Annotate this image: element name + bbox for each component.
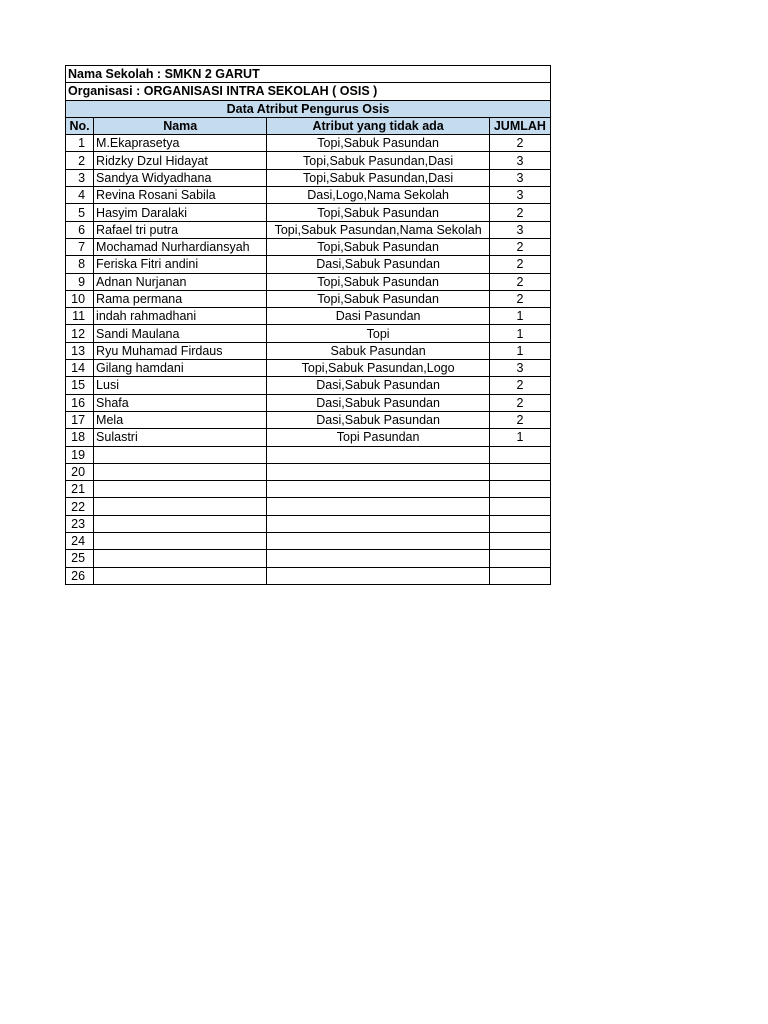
column-header-row	[66, 117, 551, 134]
cell-nama[interactable]	[94, 481, 267, 498]
cell-nama[interactable]	[94, 515, 267, 532]
table-row	[66, 152, 551, 169]
cell-atribut[interactable]: Dasi,Sabuk Pasundan	[267, 377, 489, 394]
cell-jumlah[interactable]: 1	[489, 325, 550, 342]
cell-atribut[interactable]	[267, 481, 489, 498]
table-row	[66, 498, 551, 515]
cell-no[interactable]: 26	[66, 567, 94, 584]
table-body	[66, 135, 551, 585]
table-row	[66, 411, 551, 428]
table-title-cell[interactable]: Data Atribut Pengurus Osis	[66, 100, 551, 117]
cell-no[interactable]: 20	[66, 463, 94, 480]
cell-nama[interactable]: Hasyim Daralaki	[94, 204, 267, 221]
table-row	[66, 550, 551, 567]
cell-no[interactable]: 17	[66, 411, 94, 428]
school-row	[66, 66, 551, 83]
table-row	[66, 481, 551, 498]
cell-atribut[interactable]	[267, 533, 489, 550]
cell-nama[interactable]: Shafa	[94, 394, 267, 411]
table-row	[66, 273, 551, 290]
column-header-nama[interactable]: Nama	[94, 117, 267, 134]
cell-nama[interactable]	[94, 550, 267, 567]
cell-jumlah[interactable]: 2	[489, 135, 550, 152]
table-row	[66, 515, 551, 532]
cell-atribut[interactable]: Topi,Sabuk Pasundan,Dasi	[267, 152, 489, 169]
cell-no[interactable]: 22	[66, 498, 94, 515]
cell-jumlah[interactable]	[489, 567, 550, 584]
column-header-jumlah[interactable]: JUMLAH	[489, 117, 550, 134]
cell-nama[interactable]: Ridzky Dzul Hidayat	[94, 152, 267, 169]
cell-no[interactable]: 8	[66, 256, 94, 273]
cell-jumlah[interactable]: 3	[489, 221, 550, 238]
cell-atribut[interactable]: Topi	[267, 325, 489, 342]
cell-nama[interactable]	[94, 567, 267, 584]
cell-atribut[interactable]	[267, 446, 489, 463]
cell-no[interactable]: 15	[66, 377, 94, 394]
cell-jumlah[interactable]: 2	[489, 204, 550, 221]
table-row	[66, 446, 551, 463]
cell-atribut[interactable]: Topi,Sabuk Pasundan	[267, 273, 489, 290]
cell-no[interactable]: 5	[66, 204, 94, 221]
table-row	[66, 135, 551, 152]
table-row	[66, 290, 551, 307]
cell-jumlah[interactable]: 2	[489, 238, 550, 255]
cell-nama[interactable]	[94, 533, 267, 550]
table-row	[66, 533, 551, 550]
cell-no[interactable]: 4	[66, 187, 94, 204]
cell-no[interactable]: 16	[66, 394, 94, 411]
cell-jumlah[interactable]	[489, 550, 550, 567]
table-row	[66, 377, 551, 394]
cell-jumlah[interactable]: 3	[489, 169, 550, 186]
cell-no[interactable]: 19	[66, 446, 94, 463]
cell-jumlah[interactable]	[489, 481, 550, 498]
cell-jumlah[interactable]: 2	[489, 290, 550, 307]
cell-atribut[interactable]: Topi Pasundan	[267, 429, 489, 446]
cell-jumlah[interactable]: 2	[489, 256, 550, 273]
table-row	[66, 169, 551, 186]
table-title-row	[66, 100, 551, 117]
cell-jumlah[interactable]: 2	[489, 377, 550, 394]
cell-atribut[interactable]	[267, 550, 489, 567]
cell-atribut[interactable]: Sabuk Pasundan	[267, 342, 489, 359]
table-row	[66, 221, 551, 238]
column-header-no[interactable]: No.	[66, 117, 94, 134]
table-row	[66, 394, 551, 411]
cell-nama[interactable]: Rafael tri putra	[94, 221, 267, 238]
cell-nama[interactable]: Mela	[94, 411, 267, 428]
cell-atribut[interactable]: Dasi,Sabuk Pasundan	[267, 411, 489, 428]
cell-atribut[interactable]	[267, 463, 489, 480]
column-header-atribut[interactable]: Atribut yang tidak ada	[267, 117, 489, 134]
cell-atribut[interactable]: Topi,Sabuk Pasundan	[267, 290, 489, 307]
cell-nama[interactable]: Ryu Muhamad Firdaus	[94, 342, 267, 359]
cell-nama[interactable]	[94, 446, 267, 463]
cell-jumlah[interactable]	[489, 463, 550, 480]
cell-nama[interactable]: Revina Rosani Sabila	[94, 187, 267, 204]
cell-nama[interactable]: Feriska Fitri andini	[94, 256, 267, 273]
cell-no[interactable]: 3	[66, 169, 94, 186]
cell-jumlah[interactable]: 2	[489, 411, 550, 428]
cell-atribut[interactable]: Dasi,Sabuk Pasundan	[267, 256, 489, 273]
cell-no[interactable]: 18	[66, 429, 94, 446]
cell-atribut[interactable]: Topi,Sabuk Pasundan	[267, 135, 489, 152]
cell-no[interactable]: 14	[66, 360, 94, 377]
table-row	[66, 325, 551, 342]
cell-atribut[interactable]: Topi,Sabuk Pasundan,Logo	[267, 360, 489, 377]
table-row	[66, 204, 551, 221]
table-row	[66, 308, 551, 325]
cell-nama[interactable]: Sulastri	[94, 429, 267, 446]
cell-atribut[interactable]: Topi,Sabuk Pasundan,Dasi	[267, 169, 489, 186]
cell-atribut[interactable]	[267, 567, 489, 584]
cell-no[interactable]: 25	[66, 550, 94, 567]
cell-jumlah[interactable]: 2	[489, 394, 550, 411]
cell-jumlah[interactable]: 3	[489, 152, 550, 169]
cell-jumlah[interactable]: 1	[489, 429, 550, 446]
organization-cell[interactable]: Organisasi : ORGANISASI INTRA SEKOLAH ( OSIS )	[66, 83, 551, 100]
cell-no[interactable]: 11	[66, 308, 94, 325]
table-row	[66, 342, 551, 359]
cell-jumlah[interactable]: 1	[489, 308, 550, 325]
table-row	[66, 256, 551, 273]
school-name-cell[interactable]: Nama Sekolah : SMKN 2 GARUT	[66, 66, 551, 83]
cell-no[interactable]: 2	[66, 152, 94, 169]
cell-nama[interactable]: Lusi	[94, 377, 267, 394]
table-row	[66, 360, 551, 377]
cell-jumlah[interactable]	[489, 498, 550, 515]
table-row	[66, 187, 551, 204]
cell-jumlah[interactable]	[489, 533, 550, 550]
cell-no[interactable]: 9	[66, 273, 94, 290]
cell-atribut[interactable]: Topi,Sabuk Pasundan	[267, 204, 489, 221]
cell-no[interactable]: 10	[66, 290, 94, 307]
cell-atribut[interactable]	[267, 515, 489, 532]
cell-atribut[interactable]: Topi,Sabuk Pasundan,Nama Sekolah	[267, 221, 489, 238]
cell-jumlah[interactable]: 3	[489, 187, 550, 204]
cell-atribut[interactable]: Dasi Pasundan	[267, 308, 489, 325]
cell-nama[interactable]: Adnan Nurjanan	[94, 273, 267, 290]
organization-row	[66, 83, 551, 100]
cell-no[interactable]: 1	[66, 135, 94, 152]
cell-no[interactable]: 23	[66, 515, 94, 532]
cell-no[interactable]: 24	[66, 533, 94, 550]
cell-atribut[interactable]	[267, 498, 489, 515]
cell-atribut[interactable]: Topi,Sabuk Pasundan	[267, 238, 489, 255]
cell-nama[interactable]: Gilang hamdani	[94, 360, 267, 377]
table-row	[66, 463, 551, 480]
cell-nama[interactable]	[94, 463, 267, 480]
cell-nama[interactable]: Sandi Maulana	[94, 325, 267, 342]
cell-nama[interactable]	[94, 498, 267, 515]
cell-nama[interactable]: M.Ekaprasetya	[94, 135, 267, 152]
cell-atribut[interactable]: Dasi,Sabuk Pasundan	[267, 394, 489, 411]
cell-nama[interactable]: Mochamad Nurhardiansyah	[94, 238, 267, 255]
cell-no[interactable]: 13	[66, 342, 94, 359]
cell-no[interactable]: 21	[66, 481, 94, 498]
cell-jumlah[interactable]	[489, 515, 550, 532]
cell-jumlah[interactable]: 1	[489, 342, 550, 359]
cell-no[interactable]: 7	[66, 238, 94, 255]
table-row	[66, 567, 551, 584]
cell-atribut[interactable]: Dasi,Logo,Nama Sekolah	[267, 187, 489, 204]
cell-jumlah[interactable]: 2	[489, 273, 550, 290]
table-row	[66, 429, 551, 446]
cell-jumlah[interactable]	[489, 446, 550, 463]
table-row	[66, 238, 551, 255]
cell-nama[interactable]: indah rahmadhani	[94, 308, 267, 325]
cell-nama[interactable]: Sandya Widyadhana	[94, 169, 267, 186]
cell-no[interactable]: 12	[66, 325, 94, 342]
cell-nama[interactable]: Rama permana	[94, 290, 267, 307]
attribute-table	[65, 65, 551, 585]
cell-jumlah[interactable]: 3	[489, 360, 550, 377]
cell-no[interactable]: 6	[66, 221, 94, 238]
